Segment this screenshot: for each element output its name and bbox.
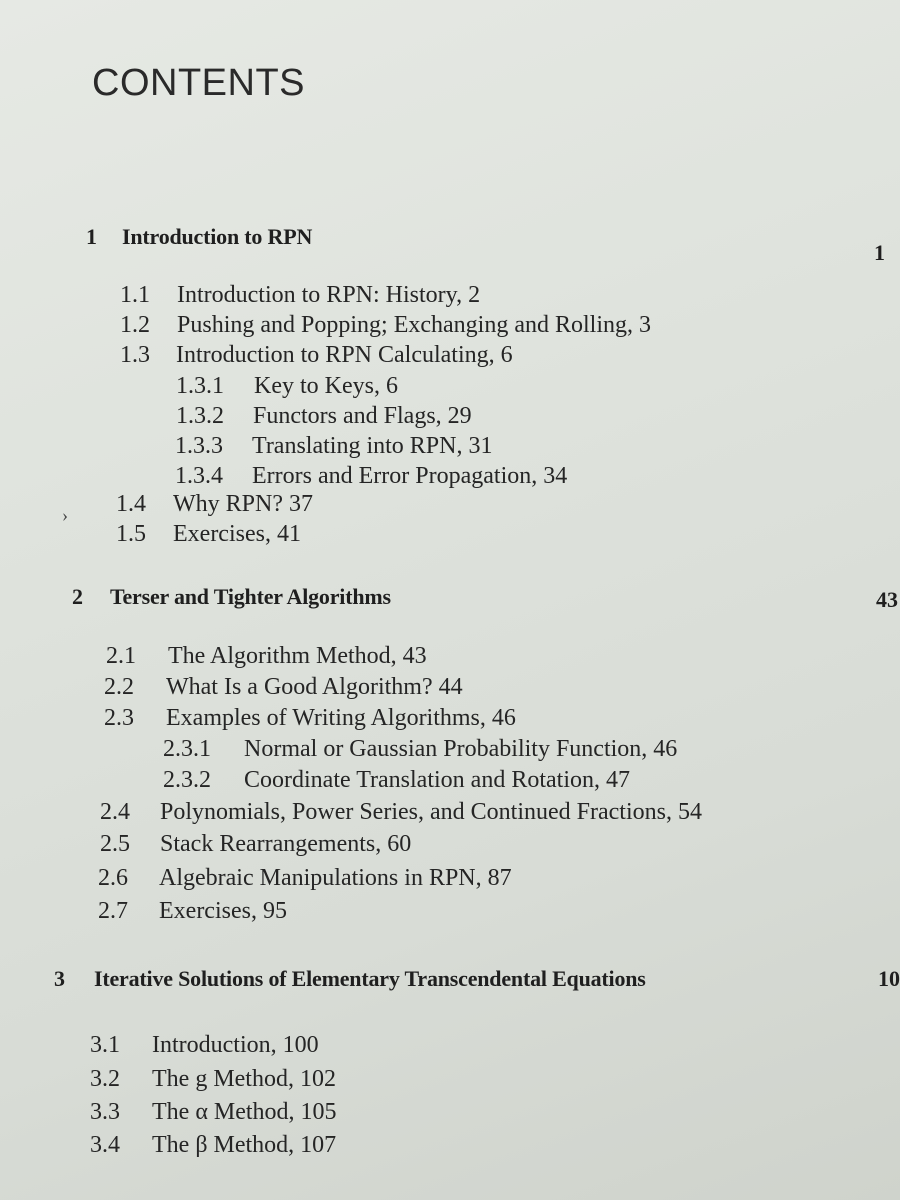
chapter-number: 1 — [86, 224, 97, 249]
chapter-title: Terser and Tighter Algorithms — [110, 584, 391, 609]
section-title: Why RPN? 37 — [173, 491, 313, 517]
subsection-title: Key to Keys, 6 — [254, 373, 398, 399]
section-title: Exercises, 95 — [159, 898, 287, 924]
section-title: Pushing and Popping; Exchanging and Rolling, 3 — [177, 312, 651, 338]
section-number: 1.5 — [116, 521, 146, 547]
chapter-number: 3 — [54, 966, 65, 991]
toc-entry — [0, 898, 900, 924]
section-title: The β Method, 107 — [152, 1132, 337, 1158]
section-title: Algebraic Manipulations in RPN, 87 — [159, 865, 512, 891]
section-title: Exercises, 41 — [173, 521, 301, 547]
section-title: Stack Rearrangements, 60 — [160, 831, 412, 857]
subsection-number: 1.3.1 — [176, 373, 224, 399]
toc-entry — [0, 1032, 900, 1058]
toc-entry — [0, 1099, 900, 1125]
section-number: 1.3 — [120, 342, 150, 368]
toc-entry — [0, 373, 900, 399]
section-number: 1.2 — [120, 312, 150, 338]
section-title: The α Method, 105 — [152, 1099, 337, 1125]
toc-entry — [0, 403, 900, 429]
subsection-title: Errors and Error Propagation, 34 — [252, 463, 568, 489]
subsection-title: Functors and Flags, 29 — [253, 403, 472, 429]
chapter-page: 10 — [878, 966, 900, 991]
toc-entry — [0, 491, 900, 517]
section-number: 3.3 — [90, 1099, 120, 1125]
toc-entry — [0, 643, 900, 669]
chapter-number: 2 — [72, 584, 83, 609]
toc-entry — [0, 433, 900, 459]
subsection-number: 2.3.2 — [163, 767, 211, 793]
subsection-title: Normal or Gaussian Probability Function, 46 — [244, 736, 678, 762]
chapter-title: Iterative Solutions of Elementary Transcendental Equations — [94, 966, 646, 991]
chapter-2-heading — [0, 584, 900, 612]
section-number: 3.1 — [90, 1032, 120, 1058]
chapter-1-heading — [0, 224, 900, 265]
section-number: 2.7 — [98, 898, 128, 924]
toc-entry — [0, 674, 900, 700]
subsection-number: 1.3.3 — [175, 433, 223, 459]
toc-entry — [0, 831, 900, 857]
toc-entry — [0, 799, 900, 825]
section-number: 3.4 — [90, 1132, 120, 1158]
contents-heading: CONTENTS — [92, 62, 305, 104]
margin-mark: › — [62, 505, 68, 525]
toc-entry — [0, 705, 900, 731]
toc-entry — [0, 342, 900, 368]
toc-entry — [0, 282, 900, 308]
subsection-number: 1.3.4 — [175, 463, 223, 489]
toc-entry — [0, 767, 900, 793]
toc-entry — [0, 521, 900, 547]
subsection-number: 1.3.2 — [176, 403, 224, 429]
section-number: 3.2 — [90, 1066, 120, 1092]
section-number: 2.3 — [104, 705, 134, 731]
section-number: 2.2 — [104, 674, 134, 700]
toc-entry — [0, 1132, 900, 1158]
section-title: Polynomials, Power Series, and Continued Fractions, 54 — [160, 799, 702, 825]
subsection-title: Translating into RPN, 31 — [252, 433, 493, 459]
section-number: 1.1 — [120, 282, 150, 308]
chapter-page: 1 — [874, 240, 885, 265]
section-title: The Algorithm Method, 43 — [168, 643, 427, 669]
subsection-title: Coordinate Translation and Rotation, 47 — [244, 767, 630, 793]
section-title: What Is a Good Algorithm? 44 — [166, 674, 463, 700]
section-number: 1.4 — [116, 491, 146, 517]
chapter-page: 43 — [876, 587, 898, 612]
toc-entry — [0, 1066, 900, 1092]
toc-entry — [0, 312, 900, 338]
section-number: 2.4 — [100, 799, 130, 825]
subsection-number: 2.3.1 — [163, 736, 211, 762]
section-number: 2.5 — [100, 831, 130, 857]
toc-entry — [0, 865, 900, 891]
chapter-3-heading — [0, 966, 900, 991]
section-title: Introduction to RPN Calculating, 6 — [176, 342, 513, 368]
section-title: Introduction to RPN: History, 2 — [177, 282, 481, 308]
chapter-title: Introduction to RPN — [122, 224, 313, 249]
section-number: 2.1 — [106, 643, 136, 669]
toc-entry — [0, 463, 900, 489]
section-number: 2.6 — [98, 865, 128, 891]
section-title: Examples of Writing Algorithms, 46 — [166, 705, 516, 731]
toc-entry — [0, 736, 900, 762]
section-title: The g Method, 102 — [152, 1066, 336, 1092]
section-title: Introduction, 100 — [152, 1032, 319, 1058]
